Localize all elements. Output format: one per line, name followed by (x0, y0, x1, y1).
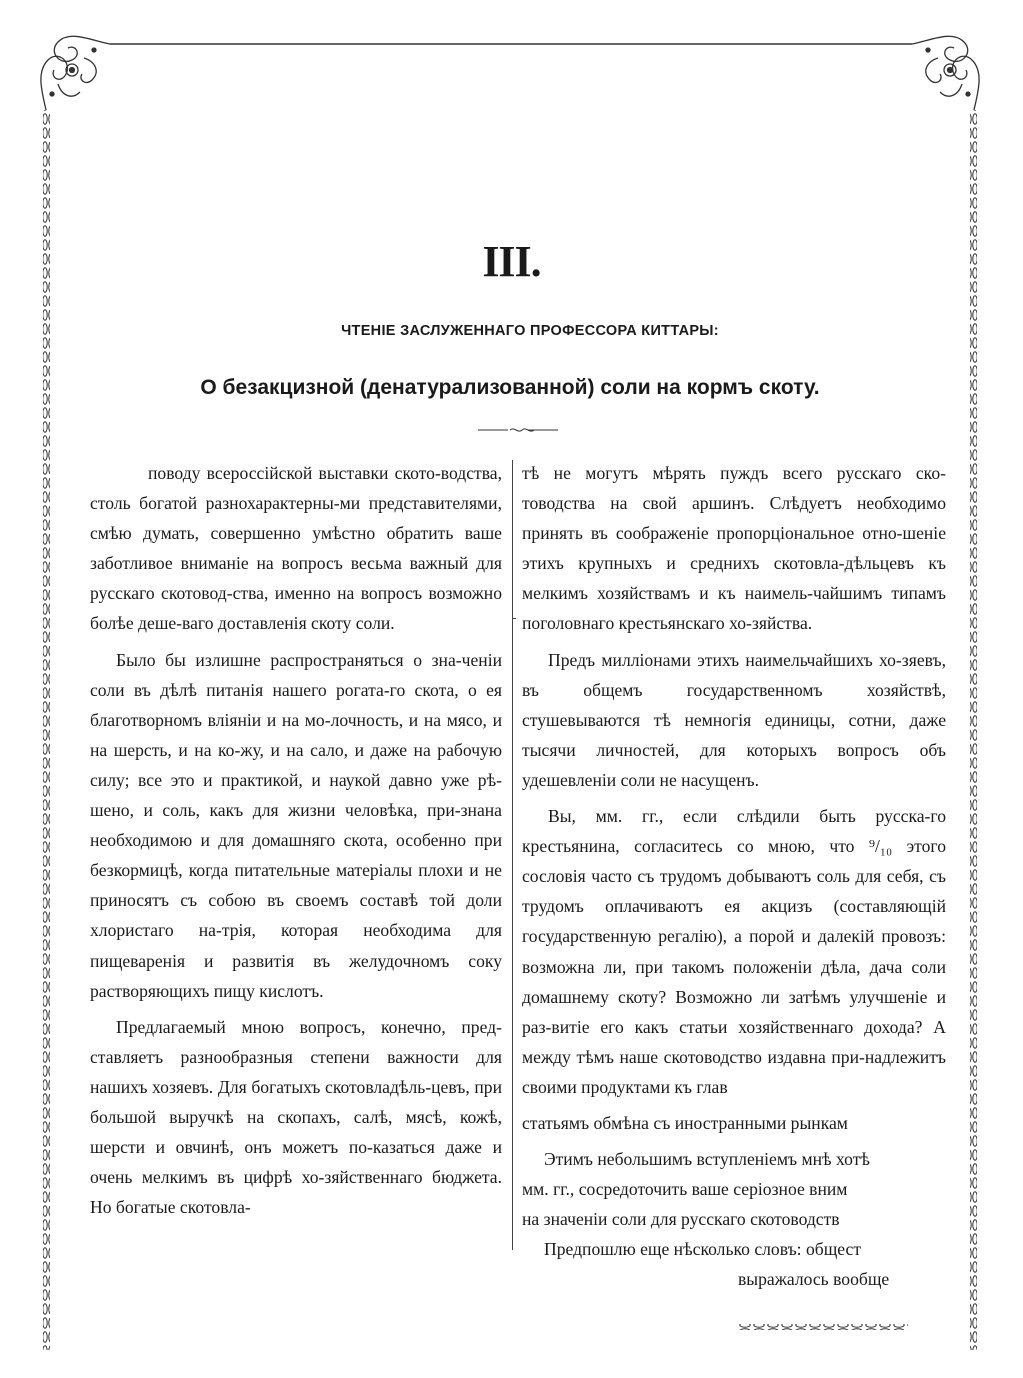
cut-line: выражалось вообще (738, 1269, 890, 1290)
bottom-chain-ornament (738, 1322, 908, 1332)
chapter-subheading: ЧТЕНІЕ ЗАСЛУЖЕННАГО ПРОФЕССОРА КИТТАРЫ: (341, 323, 719, 339)
left-chain-border (43, 110, 50, 1350)
paragraph: поводу всероссійской выставки ското-водства, столь богатой разнохарактерны-ми представителями, смѣю думать, совершенно умѣстно обратить ваше заботливое вниманіе на вопросъ весьма важный для русскаго скотовод-ства, именно на вопросъ возможно болѣе деше-ваго доставленія скоту соли. (90, 463, 502, 634)
cut-line: статьямъ обмѣна съ иностранными рынкам (522, 1112, 848, 1133)
paragraph: тѣ не могутъ мѣрять пуждъ всего русскаго ско-товодства на свой аршинъ. Слѣдуетъ необходимо принять въ соображеніе пропорціональное отно-шеніе этихъ крупныхъ и среднихъ скотовла-дѣльцевъ къ мелкимъ хозяйствамъ и къ наимель-чайшимъ типамъ поголовнаго крестьянскаго хо-зяйства. (522, 463, 946, 634)
cut-line: Предпошлю еще нѣсколько словъ: общест (544, 1239, 862, 1260)
paragraph: Вы, мм. гг., если слѣдили быть русска-го крестьянина, согласитесь со мною, что ⁹/₁₀ этого сословія часто съ трудомъ добываютъ соль для себя, съ трудомъ оплачиваютъ ея акцизъ (составляющій государственную регалію), а порой и далекій провозъ: возможна ли, при такомъ положеніи дѣла, дача соли домашнему скоту? Возможно ли затѣмъ улучшеніе и раз-витіе его какъ статьи хозяйственнаго дохода? А между тѣмъ наше скотоводство издавна при-надлежитъ своими продуктами къ глав (522, 806, 946, 1097)
corner-ornament-left (41, 36, 110, 110)
column-divider (512, 460, 513, 1250)
paragraph: Было бы излишне распространяться о зна-ченіи соли въ дѣлѣ питанія нашего рогата-го скота, о ея благотворномъ вліяніи и на мо-лочность, и на мясо, и на шерсть, и на ко-жу, и на сало, и даже на рабочую силу; все это и практикой, и наукой давно уже рѣ-шено, и соль, какъ для жизни человѣка, при-знана необходимою и для домашняго скота, особенно при безкормицѣ, когда питательные матеріалы плохи и не приносятъ съ собою въ своемъ составѣ той доли хлористаго на-трія, которая необходима для пищеваренія и развитія въ желудочномъ соку растворяющихъ пищу кислотъ. (90, 649, 502, 1001)
right-chain-border (970, 110, 977, 1350)
column-divider-mark (512, 618, 516, 619)
chapter-number: III. (482, 237, 541, 286)
right-text-column (522, 458, 946, 1298)
corner-ornament-right (912, 36, 979, 110)
chapter-title: О безакцизной (денатурализованной) соли на кормъ скоту. (200, 376, 820, 399)
paragraph: Предъ милліонами этихъ наимельчайшихъ хо-зяевъ, въ общемъ государственномъ хозяйствѣ, стушевываются тѣ немногія единицы, сотни, даже тысячи личностей, для которыхъ вопросъ объ удешевленіи соли не насущенъ. (522, 649, 946, 790)
cut-line: мм. гг., сосредоточить ваше серіозное вним (522, 1179, 848, 1200)
title-divider-ornament (478, 424, 558, 436)
left-text-column (90, 458, 502, 1228)
cut-line: на значеніи соли для русскаго скотоводств (522, 1209, 840, 1230)
paragraph: Предлагаемый мною вопросъ, конечно, пред-ставляетъ разнообразныя степени важности для нашихъ хозяевъ. Для богатыхъ скотовладѣль-цевъ, при большой выручкѣ на скопахъ, салѣ, мясѣ, кожѣ, шерсти и овчинѣ, онъ можетъ по-казаться даже и очень мелкимъ въ цифрѣ хо-зяйственнаго бюджета. Но богатые скотовла- (90, 1016, 502, 1218)
cut-line: Этимъ небольшимъ вступленіемъ мнѣ хотѣ (544, 1149, 870, 1170)
